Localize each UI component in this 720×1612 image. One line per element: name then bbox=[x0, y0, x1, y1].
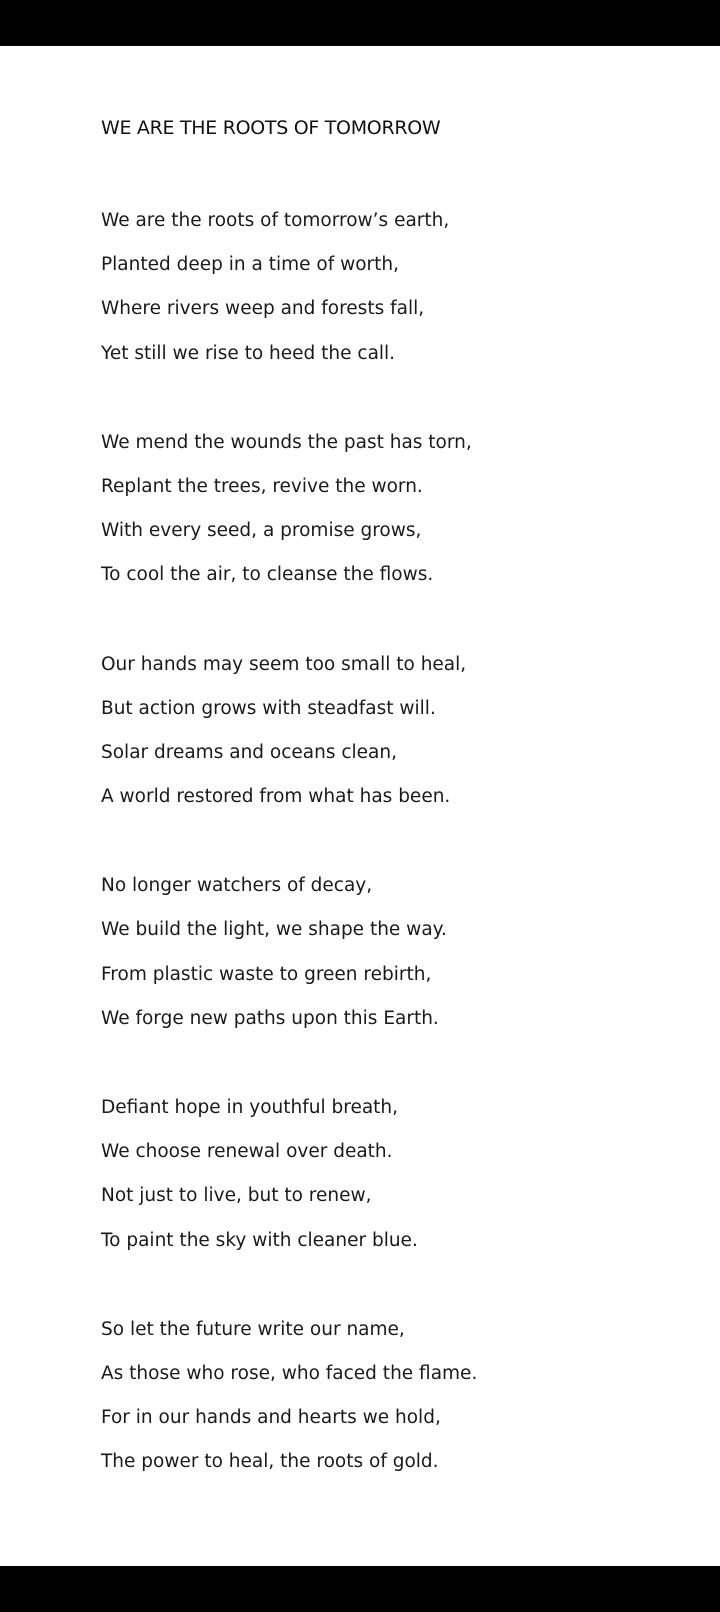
stanza bbox=[101, 1308, 681, 1485]
document-page[interactable] bbox=[0, 46, 720, 1566]
poem-line: A world restored from what has been. bbox=[101, 786, 451, 808]
poem-line: To paint the sky with cleaner blue. bbox=[101, 1229, 418, 1251]
poem-line: We mend the wounds the past has torn, bbox=[101, 431, 472, 453]
poem-line: But action grows with steadfast will. bbox=[101, 697, 436, 719]
poem-line: So let the future write our name, bbox=[101, 1318, 405, 1340]
poem-line: We build the light, we shape the way. bbox=[101, 919, 447, 941]
poem-line: Defiant hope in youthful breath, bbox=[101, 1097, 399, 1118]
stanza bbox=[101, 643, 681, 820]
poem-line: We forge new paths upon this Earth. bbox=[101, 1007, 439, 1029]
stanza bbox=[101, 1086, 681, 1263]
poem-line: Yet still we rise to heed the call. bbox=[101, 342, 396, 364]
poem-line: We are the roots of tomorrow’s earth, bbox=[101, 210, 450, 231]
poem-line: Our hands may seem too small to heal, bbox=[101, 653, 467, 675]
poem-title: WE ARE THE ROOTS OF TOMORROW bbox=[101, 117, 441, 139]
poem-line: Not just to live, but to renew, bbox=[101, 1185, 372, 1207]
poem-line: No longer watchers of decay, bbox=[101, 875, 373, 897]
stanza bbox=[101, 199, 681, 376]
poem-line: With every seed, a promise grows, bbox=[101, 520, 422, 542]
bottom-black-bar bbox=[0, 1566, 720, 1612]
poem-line: For in our hands and hearts we hold, bbox=[101, 1407, 441, 1429]
poem-line: Solar dreams and oceans clean, bbox=[101, 741, 397, 763]
poem-line: From plastic waste to green rebirth, bbox=[101, 963, 432, 985]
poem-line: Replant the trees, revive the worn. bbox=[101, 475, 423, 497]
poem-line: Where rivers weep and forests fall, bbox=[101, 298, 425, 320]
poem-line: We choose renewal over death. bbox=[101, 1141, 393, 1163]
stanza bbox=[101, 421, 681, 598]
poem-line: As those who rose, who faced the flame. bbox=[101, 1362, 478, 1384]
stanza bbox=[101, 864, 681, 1041]
poem-body bbox=[101, 199, 681, 1530]
poem-line: The power to heal, the roots of gold. bbox=[101, 1451, 439, 1473]
top-black-bar bbox=[0, 0, 720, 46]
poem-line: Planted deep in a time of worth, bbox=[101, 254, 400, 276]
poem-line: To cool the air, to cleanse the flows. bbox=[101, 564, 434, 586]
